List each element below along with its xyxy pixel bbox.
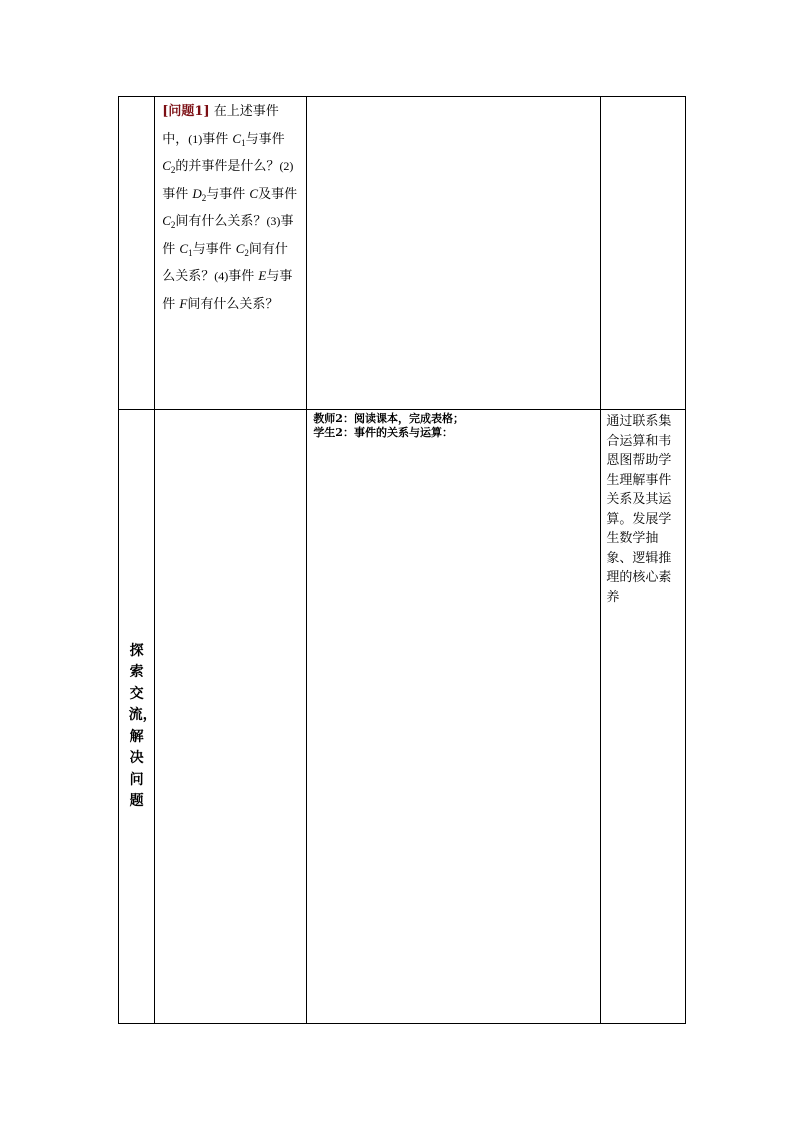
event-symbol: D [192,185,202,201]
event-symbol: C [232,130,242,146]
teacher-activity: 教师2：阅读课本，完成表格； [313,412,464,425]
intent-cell [601,410,686,1024]
event-symbol: C [235,240,245,256]
design-intent-text: 通过联系集合运算和韦恩图帮助学生理解事件关系及其运算。发展学生数学抽象、逻辑推理的核心素养 [606,414,672,605]
event-symbol: C [249,185,259,201]
table-row [119,410,686,1024]
problem-text: 在上述事件中， [162,104,279,147]
stage-cell [119,410,155,1024]
event-symbol: E [258,268,267,283]
problem-label: [问题1] [162,104,210,119]
event-symbol: F [179,295,188,311]
event-symbol: C [162,213,171,228]
stage-title: 探索交流，解决问题 [128,642,157,809]
event-symbol: C [162,158,171,173]
table-row [119,97,686,410]
problem-cell: [问题1] 在上述事件中，(1)事件 $C_1$与事件 $C_2$的并事件是什么？(2)事件 $D_2$与事件 C及事件 $C_2$间有什么关系？(3)事件 $C_1$与事件 $C_2$间有什么关系？(4)事件 E与事件 F间有什么关系？ [155,97,307,410]
stage-cell-empty [119,97,155,410]
activity-cell-empty [307,97,601,410]
event-symbol: C [179,240,189,256]
lesson-plan-table [118,96,686,1024]
intent-cell-empty [601,97,686,410]
problem-cell-empty [155,410,307,1024]
student-activity: 学生2：事件的关系与运算： [313,426,453,439]
activity-cell [307,410,601,1024]
